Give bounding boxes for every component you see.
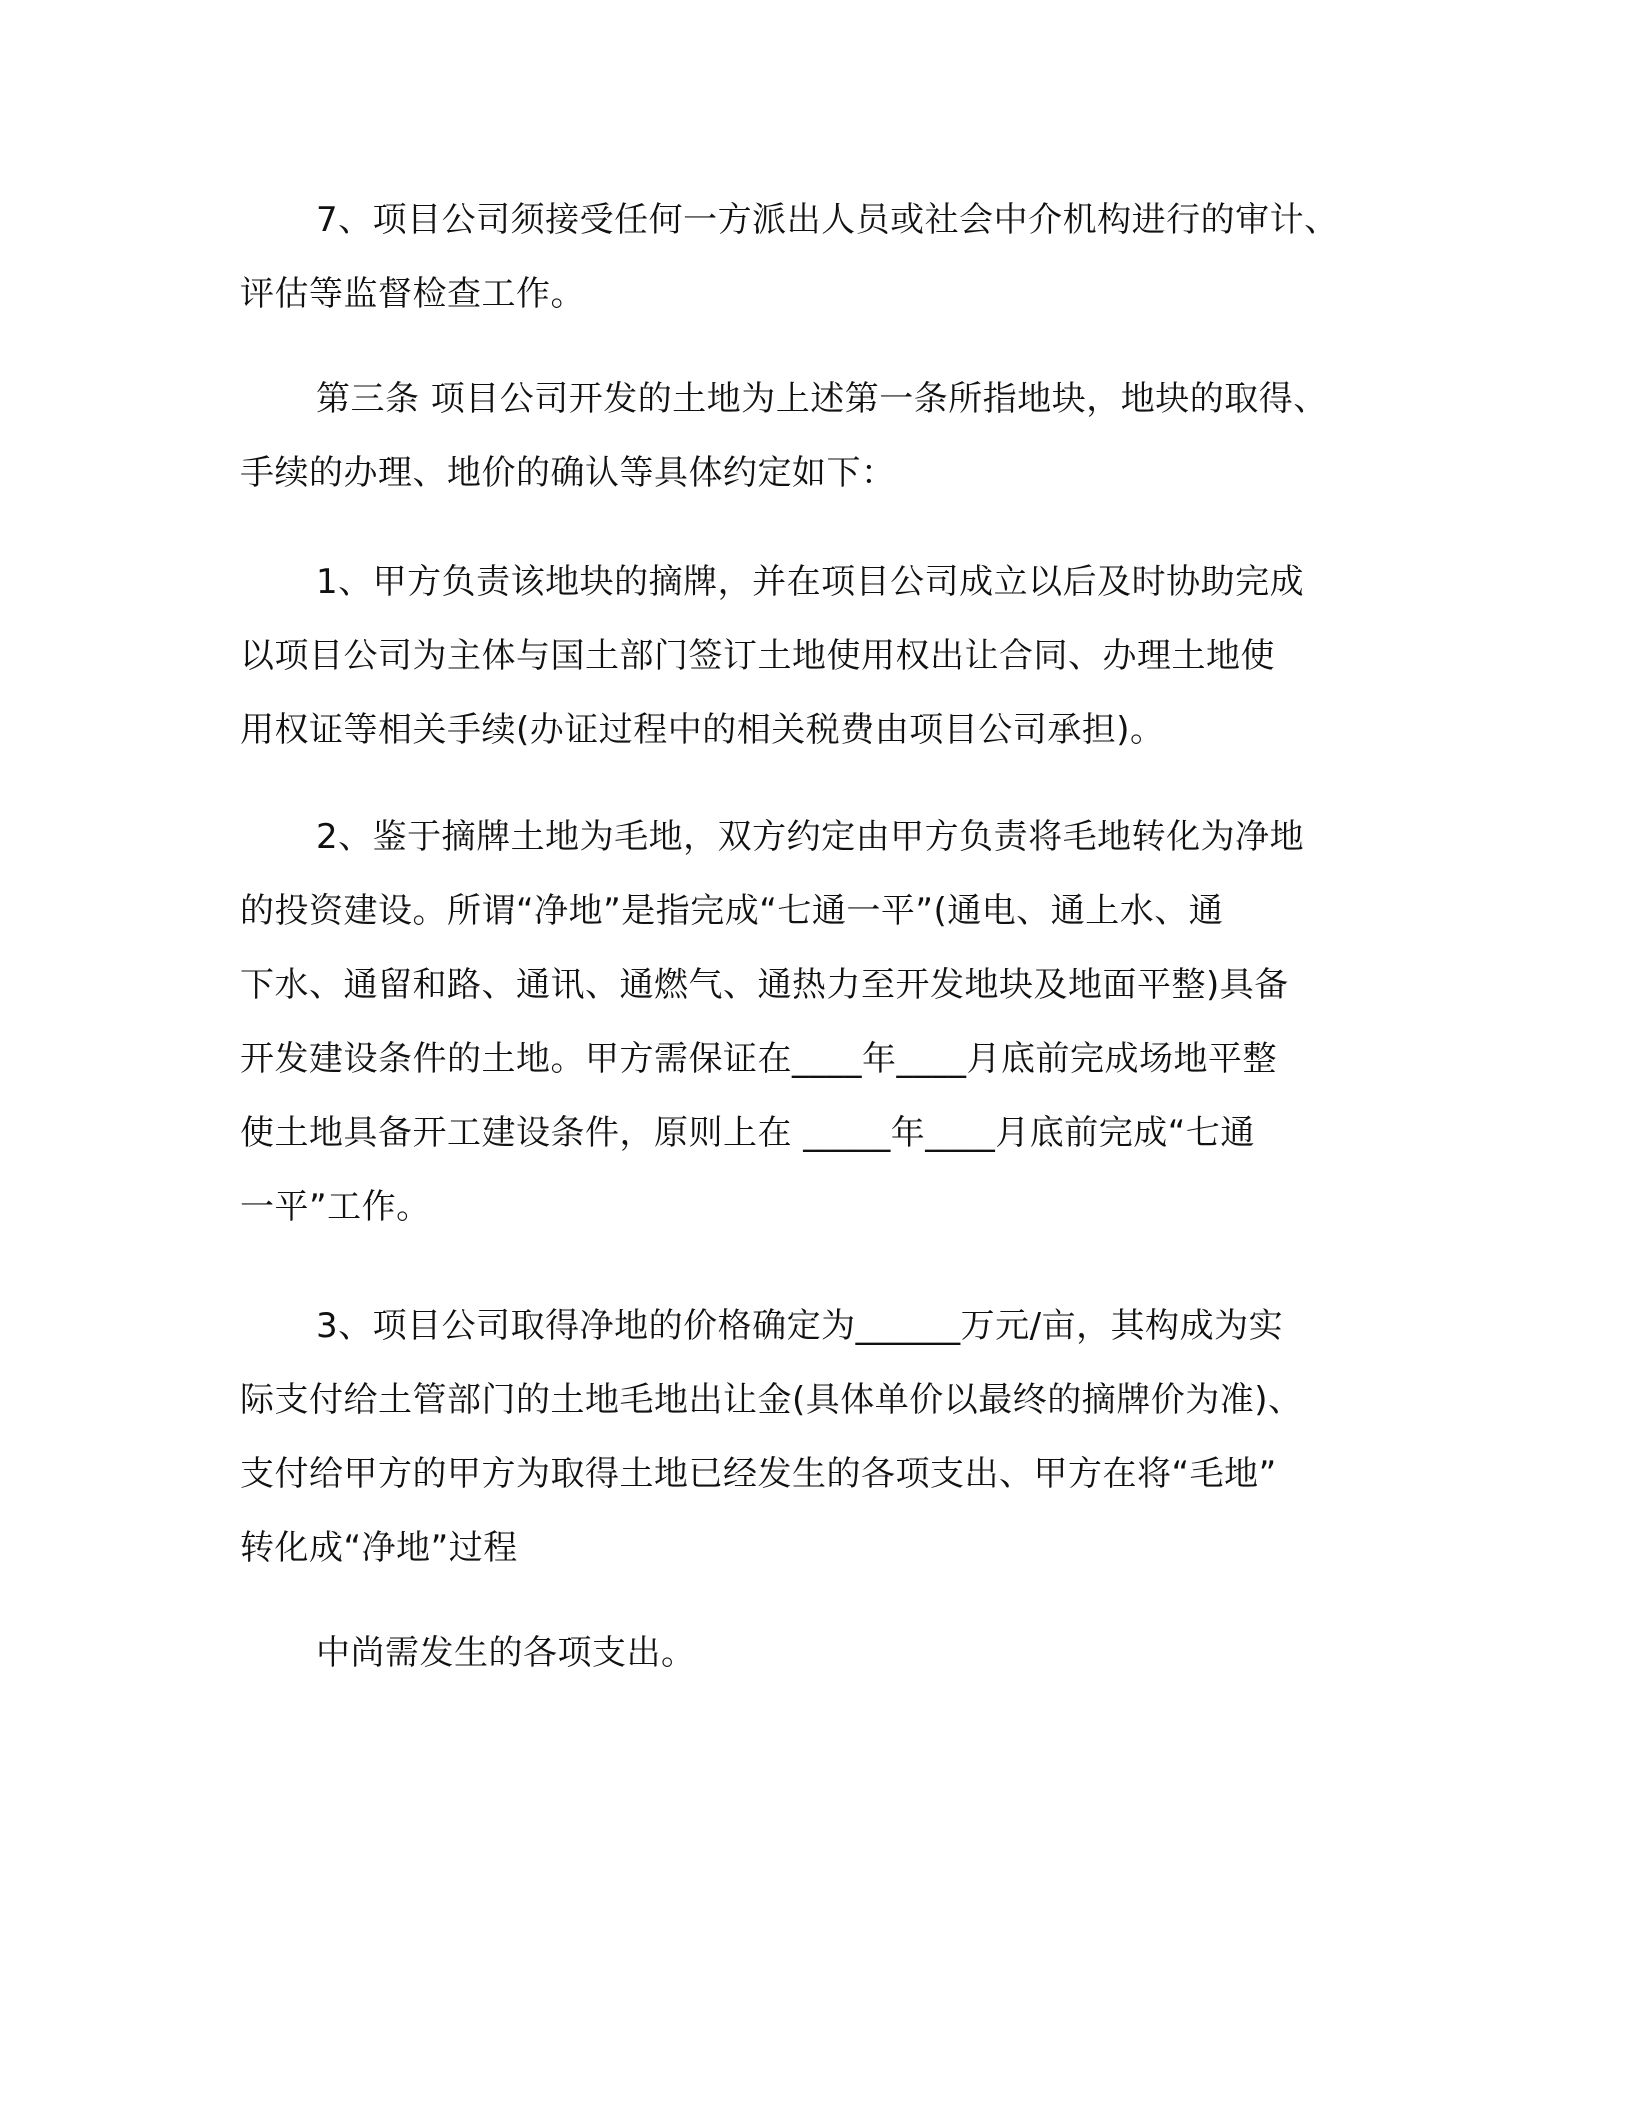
- text-line: 3、项目公司取得净地的价格确定为______万元/亩，其构成为实: [316, 1306, 1284, 1346]
- text-line: 的投资建设。所谓“净地”是指完成“七通一平”(通电、通上水、通: [240, 891, 1224, 931]
- paragraph-continuation: [240, 1616, 1395, 1690]
- text-line: 手续的办理、地价的确认等具体约定如下：: [240, 453, 896, 493]
- text-line: 下水、通留和路、通讯、通燃气、通热力至开发地块及地面平整)具备: [240, 965, 1289, 1005]
- paragraph-clause-7: [240, 183, 1395, 331]
- text-line: 用权证等相关手续(办证过程中的相关税费由项目公司承担)。: [240, 710, 1165, 750]
- paragraph-item-3: [240, 1289, 1395, 1585]
- text-line: 评估等监督检查工作。: [240, 274, 585, 314]
- text-line: 开发建设条件的土地。甲方需保证在____年____月底前完成场地平整: [240, 1039, 1277, 1079]
- text-line: 使土地具备开工建设条件，原则上在 _____年____月底前完成“七通: [240, 1113, 1255, 1153]
- paragraph-item-1: [240, 545, 1395, 767]
- text-line: 际支付给土管部门的土地毛地出让金(具体单价以最终的摘牌价为准)、: [240, 1380, 1303, 1420]
- text-line: 2、鉴于摘牌土地为毛地，双方约定由甲方负责将毛地转化为净地: [316, 817, 1305, 857]
- text-line: 第三条 项目公司开发的土地为上述第一条所指地块，地块的取得、: [316, 379, 1328, 419]
- text-line: 转化成“净地”过程: [240, 1528, 518, 1568]
- text-line: 7、项目公司须接受任何一方派出人员或社会中介机构进行的审计、: [316, 200, 1339, 240]
- text-line: 一平”工作。: [240, 1187, 431, 1227]
- text-line: 以项目公司为主体与国土部门签订土地使用权出让合同、办理土地使: [240, 636, 1275, 676]
- paragraph-article-3: [240, 362, 1395, 510]
- paragraph-item-2: [240, 800, 1395, 1244]
- text-line: 1、甲方负责该地块的摘牌，并在项目公司成立以后及时协助完成: [316, 562, 1305, 602]
- text-line: 支付给甲方的甲方为取得土地已经发生的各项支出、甲方在将“毛地”: [240, 1454, 1277, 1494]
- text-line: 中尚需发生的各项支出。: [316, 1633, 696, 1673]
